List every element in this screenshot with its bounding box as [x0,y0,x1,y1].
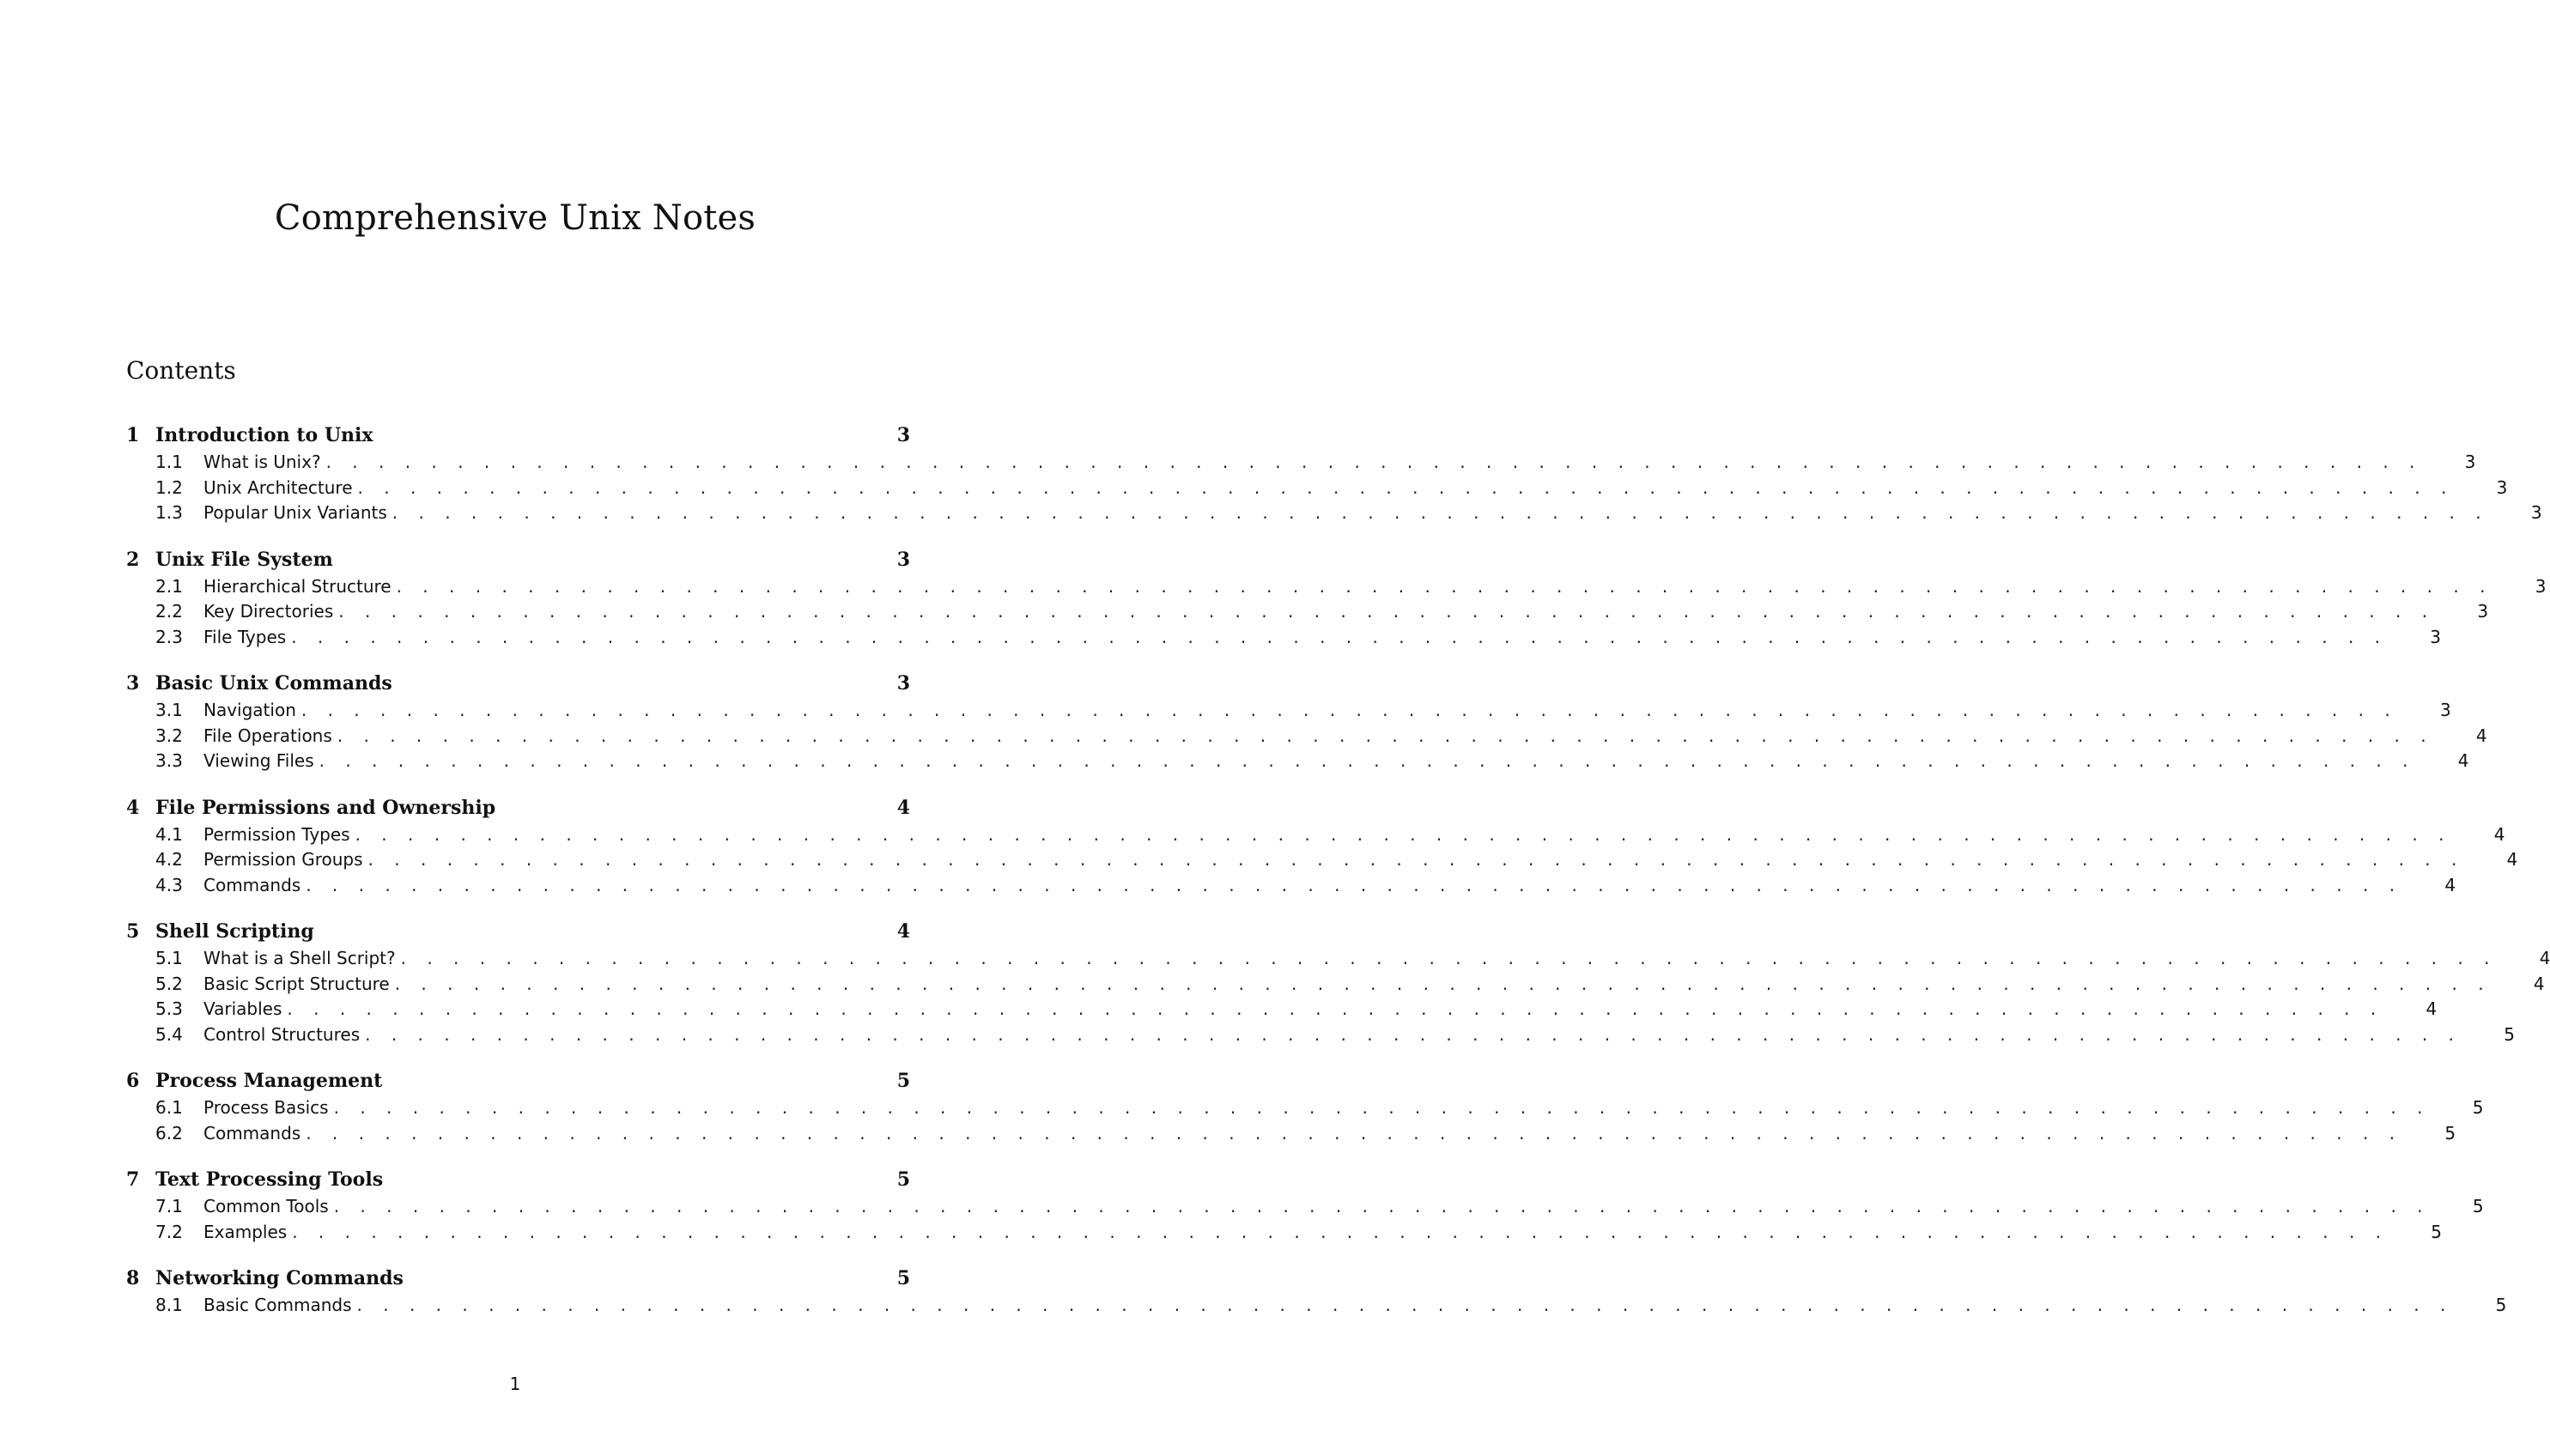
subsection-title: Commands [203,1122,301,1144]
toc-subsection-entry[interactable] [126,1293,2507,1319]
subsection-number: 6.1 [155,1097,183,1118]
toc-subsection-entry[interactable] [126,1022,2515,1048]
subsection-number: 2.3 [155,626,183,647]
dot-leader: . . . . . . . . . . . . . . . . . . . . . . . . . . . . . . . . . . . . . . . . . . . . . . . . . . . . . . . . . . . . . . . . . . . . . . . . . . . . . . . . [394,973,2492,994]
section-number: 6 [126,1070,140,1092]
subsection-title: Navigation [203,700,296,720]
subsection-number: 1.3 [155,502,183,523]
section-page-number: 4 [896,796,910,819]
toc-section [126,1165,2484,1245]
dot-leader: . . . . . . . . . . . . . . . . . . . . . . . . . . . . . . . . . . . . . . . . . . . . . . . . . . . . . . . . . . . . . . . . . . . . . . . . . . . . . . . . [333,1097,2431,1118]
subsection-number: 2.2 [155,601,183,622]
section-title: Unix File System [155,548,333,571]
section-number: 3 [126,672,140,695]
dot-leader: . . . . . . . . . . . . . . . . . . . . . . . . . . . . . . . . . . . . . . . . . . . . . . . . . . . . . . . . . . . . . . . . . . . . . . . . . . . . . . . . [333,1196,2431,1216]
subsection-page-number: 4 [2539,948,2550,968]
toc-subsection-entry[interactable] [126,1220,2443,1246]
section-page-number: 3 [896,672,910,695]
subsection-page-number: 5 [2431,1221,2443,1242]
toc-subsection-entry[interactable] [126,599,2489,625]
toc-section-entry[interactable] [126,669,910,698]
section-number: 4 [126,796,140,819]
subsection-number: 5.2 [155,973,183,994]
subsection-title: Viewing Files [203,750,314,771]
section-page-number: 5 [896,1267,910,1289]
section-number: 7 [126,1168,140,1191]
toc-subsection-entry[interactable] [126,847,2518,873]
subsection-number: 5.1 [155,948,183,968]
toc-subsection-entry[interactable] [126,822,2505,848]
subsection-page-number: 5 [2472,1097,2484,1118]
subsection-title: Permission Groups [203,849,363,870]
subsection-page-number: 5 [2495,1295,2507,1315]
toc-section-entry[interactable] [126,793,910,822]
subsection-page-number: 4 [2506,849,2518,870]
dot-leader: . . . . . . . . . . . . . . . . . . . . . . . . . . . . . . . . . . . . . . . . . . . . . . . . . . . . . . . . . . . . . . . . . . . . . . . . . . . . . . . . [396,575,2493,597]
section-title: File Permissions and Ownership [155,796,496,819]
subsection-number: 5.4 [155,1023,183,1045]
subsection-number: 3.1 [155,700,183,720]
subsection-title: Basic Commands [203,1295,352,1315]
subsection-number: 3.2 [155,725,183,746]
toc-subsection-entry[interactable] [126,997,2438,1022]
subsection-page-number: 4 [2475,725,2487,746]
dot-leader: . . . . . . . . . . . . . . . . . . . . . . . . . . . . . . . . . . . . . . . . . . . . . . . . . . . . . . . . . . . . . . . . . . . . . . . . . . . . . . . . [301,700,2398,720]
toc-section-entry[interactable] [126,1165,910,1194]
subsection-number: 4.2 [155,849,183,870]
subsection-number: 4.3 [155,874,183,895]
section-page-number: 3 [896,424,910,446]
dot-leader: . . . . . . . . . . . . . . . . . . . . . . . . . . . . . . . . . . . . . . . . . . . . . . . . . . . . . . . . . . . . . . . . . . . . . . . . . . . . . . . . [400,948,2498,968]
toc-subsection-entry[interactable] [126,724,2487,749]
section-page-number: 5 [896,1070,910,1092]
dot-leader: . . . . . . . . . . . . . . . . . . . . . . . . . . . . . . . . . . . . . . . . . . . . . . . . . . . . . . . . . . . . . . . . . . . . . . . . . . . . . . . . [292,1221,2389,1242]
subsection-page-number: 4 [2426,998,2438,1019]
subsection-title: Examples [203,1221,288,1242]
subsection-title: Key Directories [203,601,334,622]
section-title: Process Management [155,1070,383,1092]
subsection-page-number: 4 [2493,823,2505,845]
subsection-title: Permission Types [203,823,350,845]
toc-section [126,1264,2507,1319]
section-number: 1 [126,424,140,446]
toc-subsection-entry[interactable] [126,698,2451,724]
dot-leader: . . . . . . . . . . . . . . . . . . . . . . . . . . . . . . . . . . . . . . . . . . . . . . . . . . . . . . . . . . . . . . . . . . . . . . . . . . . . . . . . [356,1295,2454,1315]
subsection-title: Variables [203,998,282,1019]
section-title: Text Processing Tools [155,1168,384,1191]
subsection-title: What is a Shell Script? [203,948,396,968]
dot-leader: . . . . . . . . . . . . . . . . . . . . . . . . . . . . . . . . . . . . . . . . . . . . . . . . . . . . . . . . . . . . . . . . . . . . . . . . . . . . . . . . [306,1122,2403,1144]
toc-subsection-entry[interactable] [126,749,2469,774]
contents-heading: Contents [126,356,236,385]
subsection-page-number: 5 [2504,1023,2515,1045]
subsection-number: 6.2 [155,1122,183,1144]
subsection-page-number: 3 [2496,476,2508,498]
subsection-number: 5.3 [155,998,183,1019]
toc-section-entry[interactable] [126,421,910,450]
dot-leader: . . . . . . . . . . . . . . . . . . . . . . . . . . . . . . . . . . . . . . . . . . . . . . . . . . . . . . . . . . . . . . . . . . . . . . . . . . . . . . . . [291,626,2389,647]
subsection-title: Popular Unix Variants [203,502,387,523]
subsection-title: Process Basics [203,1097,329,1118]
subsection-title: Basic Script Structure [203,973,390,994]
dot-leader: . . . . . . . . . . . . . . . . . . . . . . . . . . . . . . . . . . . . . . . . . . . . . . . . . . . . . . . . . . . . . . . . . . . . . . . . . . . . . . . . [355,823,2452,845]
dot-leader: . . . . . . . . . . . . . . . . . . . . . . . . . . . . . . . . . . . . . . . . . . . . . . . . . . . . . . . . . . . . . . . . . . . . . . . . . . . . . . . . [365,1023,2462,1045]
subsection-number: 7.1 [155,1196,183,1216]
subsection-title: Commands [203,874,301,895]
subsection-page-number: 3 [2430,626,2442,647]
toc-section-entry[interactable] [126,1264,910,1293]
toc-subsection-entry[interactable] [126,500,2542,526]
section-page-number: 4 [896,920,910,943]
section-title: Shell Scripting [155,920,314,943]
toc-section-entry[interactable] [126,545,910,574]
toc-subsection-entry[interactable] [126,1121,2456,1147]
toc-section-entry[interactable] [126,1066,910,1095]
dot-leader: . . . . . . . . . . . . . . . . . . . . . . . . . . . . . . . . . . . . . . . . . . . . . . . . . . . . . . . . . . . . . . . . . . . . . . . . . . . . . . . . [337,725,2434,746]
subsection-title: File Types [203,626,287,647]
subsection-page-number: 4 [2457,750,2469,771]
toc-subsection-entry[interactable] [126,1095,2484,1121]
toc-subsection-entry[interactable] [126,450,2476,476]
toc-subsection-entry[interactable] [126,625,2442,651]
section-number: 2 [126,548,140,571]
subsection-page-number: 3 [2464,452,2476,472]
toc-subsection-entry[interactable] [126,946,2550,972]
dot-leader: . . . . . . . . . . . . . . . . . . . . . . . . . . . . . . . . . . . . . . . . . . . . . . . . . . . . . . . . . . . . . . . . . . . . . . . . . . . . . . . . [287,998,2384,1019]
section-page-number: 5 [896,1168,910,1191]
subsection-number: 1.1 [155,452,183,472]
toc-section [126,1066,2484,1146]
subsection-page-number: 4 [2533,973,2545,994]
toc-section [126,421,2542,526]
section-number: 8 [126,1267,140,1289]
section-title: Networking Commands [155,1267,404,1289]
subsection-number: 3.3 [155,750,183,771]
dot-leader: . . . . . . . . . . . . . . . . . . . . . . . . . . . . . . . . . . . . . . . . . . . . . . . . . . . . . . . . . . . . . . . . . . . . . . . . . . . . . . . . [319,750,2416,771]
dot-leader: . . . . . . . . . . . . . . . . . . . . . . . . . . . . . . . . . . . . . . . . . . . . . . . . . . . . . . . . . . . . . . . . . . . . . . . . . . . . . . . . [306,874,2403,895]
subsection-page-number: 3 [2477,601,2489,622]
toc-section [126,917,2550,1047]
subsection-page-number: 3 [2530,502,2542,523]
section-page-number: 3 [896,548,910,571]
document-title: Comprehensive Unix Notes [274,198,756,238]
table-of-contents [126,421,2550,1338]
subsection-number: 2.1 [155,575,183,597]
subsection-page-number: 4 [2444,874,2456,895]
subsection-title: Hierarchical Structure [203,575,392,597]
subsection-title: Unix Architecture [203,476,353,498]
toc-section [126,545,2547,651]
toc-subsection-entry[interactable] [126,873,2456,899]
toc-subsection-entry[interactable] [126,1194,2484,1220]
toc-section-entry[interactable] [126,917,910,946]
subsection-number: 4.1 [155,823,183,845]
dot-leader: . . . . . . . . . . . . . . . . . . . . . . . . . . . . . . . . . . . . . . . . . . . . . . . . . . . . . . . . . . . . . . . . . . . . . . . . . . . . . . . . [338,601,2436,622]
toc-subsection-entry[interactable] [126,972,2545,998]
section-title: Basic Unix Commands [155,672,392,695]
page-number: 1 [509,1374,521,1394]
subsection-page-number: 3 [2439,700,2451,720]
section-title: Introduction to Unix [155,424,373,446]
subsection-title: What is Unix? [203,452,321,472]
section-number: 5 [126,920,140,943]
dot-leader: . . . . . . . . . . . . . . . . . . . . . . . . . . . . . . . . . . . . . . . . . . . . . . . . . . . . . . . . . . . . . . . . . . . . . . . . . . . . . . . . [392,502,2489,523]
subsection-title: Control Structures [203,1023,361,1045]
toc-section [126,669,2487,774]
dot-leader: . . . . . . . . . . . . . . . . . . . . . . . . . . . . . . . . . . . . . . . . . . . . . . . . . . . . . . . . . . . . . . . . . . . . . . . . . . . . . . . . [325,452,2423,472]
subsection-page-number: 5 [2472,1196,2484,1216]
dot-leader: . . . . . . . . . . . . . . . . . . . . . . . . . . . . . . . . . . . . . . . . . . . . . . . . . . . . . . . . . . . . . . . . . . . . . . . . . . . . . . . . [367,849,2465,870]
subsection-page-number: 3 [2535,575,2547,597]
subsection-number: 7.2 [155,1221,183,1242]
subsection-number: 1.2 [155,476,183,498]
subsection-title: File Operations [203,725,332,746]
toc-section [126,793,2518,899]
subsection-page-number: 5 [2444,1122,2456,1144]
subsection-number: 8.1 [155,1295,183,1315]
toc-subsection-entry[interactable] [126,476,2508,501]
subsection-title: Common Tools [203,1196,329,1216]
dot-leader: . . . . . . . . . . . . . . . . . . . . . . . . . . . . . . . . . . . . . . . . . . . . . . . . . . . . . . . . . . . . . . . . . . . . . . . . . . . . . . . . [357,476,2455,498]
toc-subsection-entry[interactable] [126,574,2547,600]
